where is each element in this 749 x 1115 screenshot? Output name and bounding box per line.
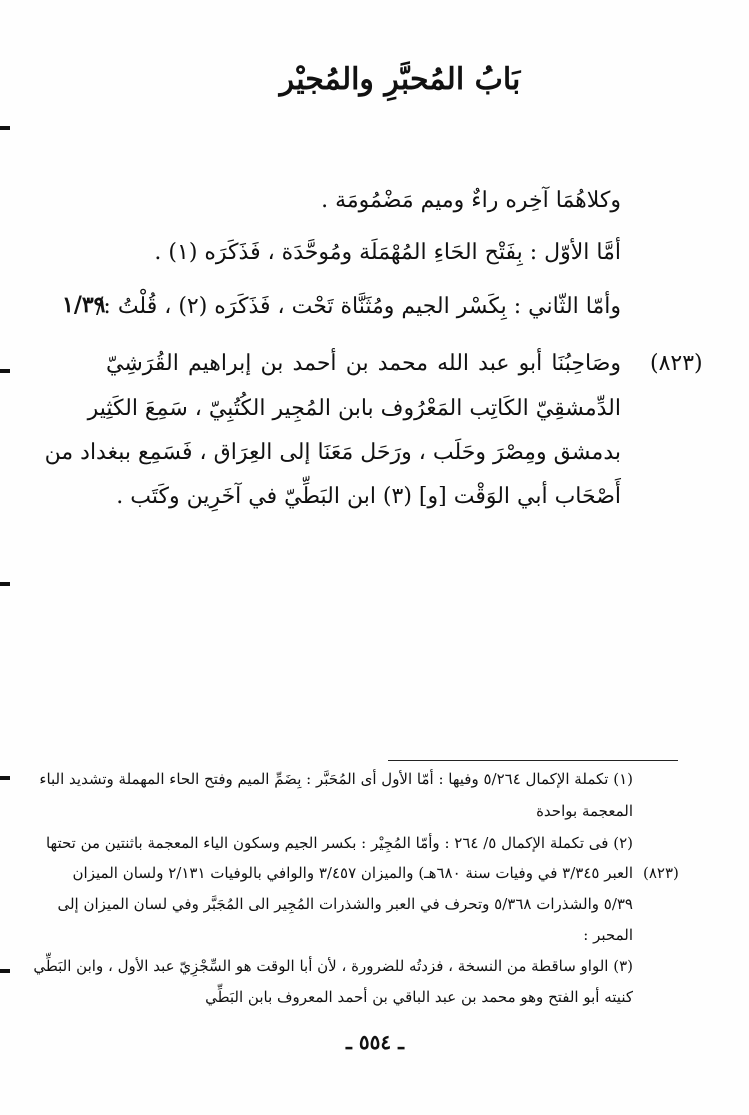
margin-mark	[0, 582, 10, 586]
footnote-entry-number: (٨٢٣)	[643, 864, 679, 882]
footnote-line: المعجمة بواحدة	[536, 802, 633, 820]
footnote-line: (٣) الواو ساقطة من النسخة ، فزدتُه للضرورة ، لأن أبا الوقت هو السِّجْزِيّ عبد الأول ، وابن البَطِّي	[33, 957, 633, 975]
body-line-1: وكلاهُمَا آخِره راءٌ وميم مَضْمُومَة .	[321, 188, 621, 213]
entry-line-1: وصَاحِبُنَا أبو عبد الله محمد بن أحمد بن إبراهيم القُرَشِيّ	[106, 351, 621, 376]
body-line-3: وأمّا الثّاني : بِكَسْر الجيم ومُثَنَّاة تَحْت ، فَذَكَرَه (٢) ، قُلْتُ :/	[96, 294, 621, 319]
footnote-line: (٢) فى تكملة الإكمال ٥/ ٢٦٤ : وأمّا المُجِيْر : بكسر الجيم وسكون الياء المعجمة باثنتين من تحتها	[45, 834, 633, 852]
margin-mark	[0, 126, 10, 130]
entry-line-4: أَصْحَاب أبي الوَقْت [و] (٣) ابن البَطِّيّ في آخَرِين وكَتَب .	[116, 484, 621, 509]
entry-line-3: بدمشق ومِصْرَ وحَلَب ، ورَحَل مَعَنَا إلى العِرَاق ، فَسَمِع ببغداد من	[44, 440, 621, 465]
footnote-line: كنيته أبو الفتح وهو محمد بن عبد الباقي بن أحمد المعروف بابن البَطِّي	[205, 988, 633, 1006]
margin-mark	[0, 969, 10, 973]
entry-number: (٨٢٣)	[650, 351, 703, 376]
footnote-line: العبر ٣/٣٤٥ في وفيات سنة ٦٨٠هـ) والميزان ٣/٤٥٧ والوافي بالوفيات ٢/١٣١ ولسان الميزان	[72, 864, 633, 882]
chapter-title: بَابُ المُحبَّرِ والمُجيْر	[279, 62, 521, 97]
footnote-separator	[388, 760, 678, 761]
margin-mark	[0, 776, 10, 780]
margin-mark	[0, 369, 10, 373]
page-number: ـ ٥٥٤ ـ	[346, 1030, 404, 1054]
footnote-line: المحبر :	[583, 926, 633, 944]
body-line-2: أمَّا الأوّل : بِفَتْح الحَاءِ المُهْمَلَة ومُوحَّدَة ، فَذَكَرَه (١) .	[154, 240, 621, 265]
footnote-line: (١) تكملة الإكمال ٥/٢٦٤ وفيها : أمّا الأول أى المُحَبَّر : بِضَمِّ الميم وفتح الحاء المهملة وتشديد الباء	[39, 770, 633, 788]
footnote-line: ٥/٣٩ والشذرات ٥/٣٦٨ وتحرف في العبر والشذرات المُجِير الى المُجَبَّر وفي لسان الميزان إلى	[57, 895, 633, 913]
margin-folio-reference: ١/٣٩	[62, 292, 106, 318]
entry-line-2: الدِّمشقِيّ الكَاتِب المَعْرُوف بابن المُجِير الكُتُبِيّ ، سَمِعَ الكَثِير	[87, 396, 621, 421]
